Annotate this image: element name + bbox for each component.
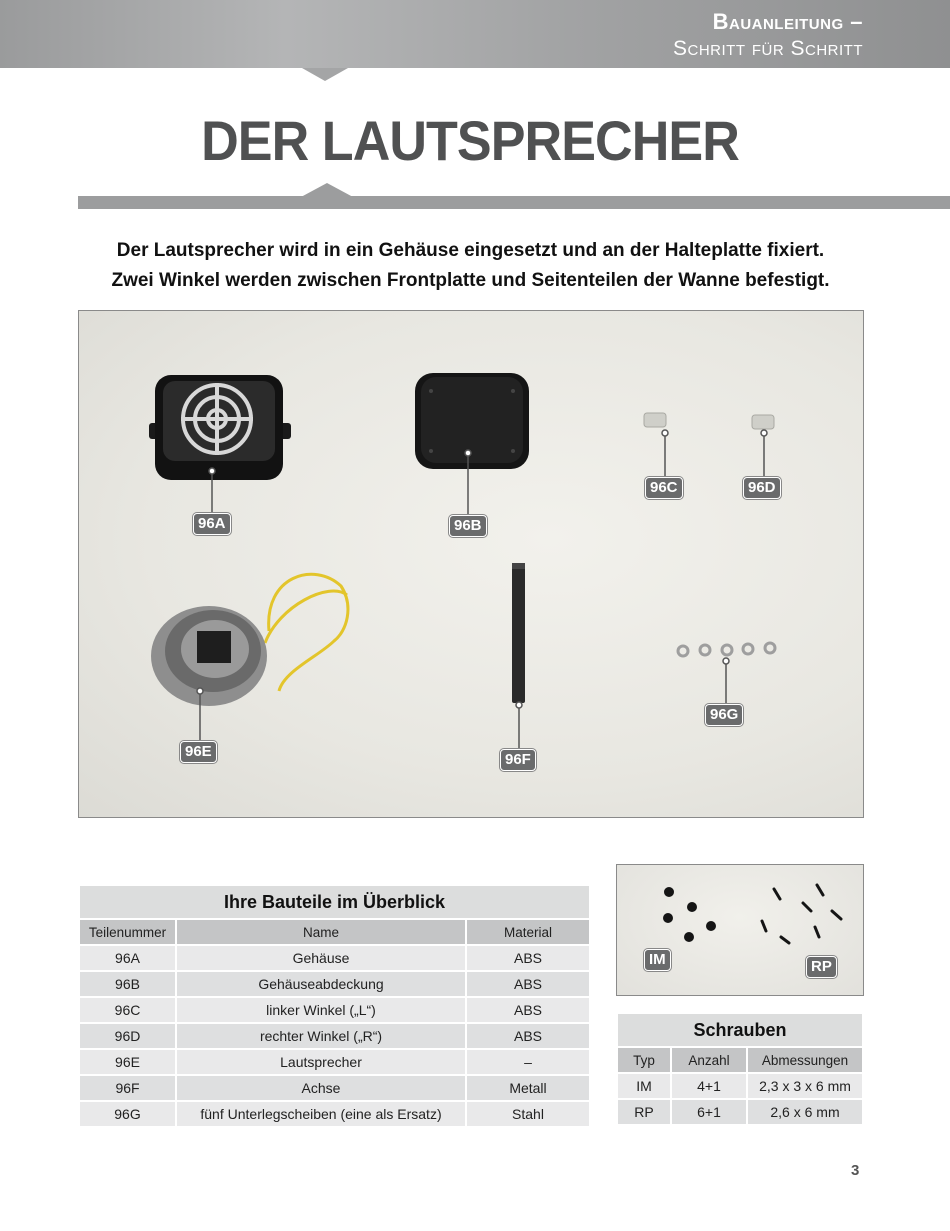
cell-part-material: Stahl — [466, 1101, 590, 1127]
table-row — [79, 1075, 590, 1101]
cell-part-material: ABS — [466, 997, 590, 1023]
table-row — [79, 971, 590, 997]
cell-part-material: ABS — [466, 971, 590, 997]
title-rule — [78, 196, 950, 209]
label-96d: 96D — [743, 477, 781, 499]
cell-part-material: ABS — [466, 1023, 590, 1049]
section-header-line1: Bauanleitung – — [712, 9, 863, 34]
table-row — [79, 997, 590, 1023]
cell-part-name: Lautsprecher — [176, 1049, 466, 1075]
table-row — [79, 1023, 590, 1049]
speaker-96e-illustration — [151, 574, 348, 706]
cell-part-number: 96B — [79, 971, 176, 997]
screws-col-anzahl: Anzahl — [671, 1047, 747, 1073]
screws-photo — [616, 864, 864, 996]
cell-part-material: ABS — [466, 945, 590, 971]
table-row — [79, 1101, 590, 1127]
label-96g: 96G — [705, 704, 743, 726]
im-screws-illustration — [663, 887, 716, 942]
screws-col-abmessungen: Abmessungen — [747, 1047, 863, 1073]
section-header — [673, 8, 863, 62]
rp-screws-illustration — [762, 885, 841, 943]
cell-part-name: fünf Unterlegscheiben (eine als Ersatz) — [176, 1101, 466, 1127]
cell-screw-type: IM — [617, 1073, 671, 1099]
page-title: DER LAUTSPRECHER — [201, 109, 739, 172]
axle-96f-illustration — [512, 563, 525, 703]
cell-screw-count: 4+1 — [671, 1073, 747, 1099]
cell-part-number: 96C — [79, 997, 176, 1023]
screws-col-typ: Typ — [617, 1047, 671, 1073]
title-rule-notch — [301, 183, 353, 197]
cell-part-material: – — [466, 1049, 590, 1075]
screws-table — [616, 1012, 864, 1126]
cell-part-name: Gehäuse — [176, 945, 466, 971]
cell-part-material: Metall — [466, 1075, 590, 1101]
table-row — [79, 1049, 590, 1075]
cell-part-number: 96E — [79, 1049, 176, 1075]
cell-part-name: Achse — [176, 1075, 466, 1101]
cell-screw-size: 2,3 x 3 x 6 mm — [747, 1073, 863, 1099]
cell-part-number: 96G — [79, 1101, 176, 1127]
brackets-illustration — [644, 413, 774, 429]
cell-part-number: 96F — [79, 1075, 176, 1101]
section-header-line2: Schritt für Schritt — [673, 37, 863, 60]
parts-col-name: Name — [176, 919, 466, 945]
label-96e: 96E — [180, 741, 217, 763]
parts-table-title: Ihre Bauteile im Überblick — [79, 885, 590, 919]
page-number: 3 — [851, 1162, 860, 1179]
label-im: IM — [644, 949, 671, 971]
header-band-notch — [302, 68, 348, 81]
cell-screw-count: 6+1 — [671, 1099, 747, 1125]
washers-96g-illustration — [678, 643, 775, 656]
label-96b: 96B — [449, 515, 487, 537]
label-96f: 96F — [500, 749, 536, 771]
parts-col-material: Material — [466, 919, 590, 945]
parts-photo — [78, 310, 864, 818]
intro-text — [78, 236, 863, 296]
intro-line2: Zwei Winkel werden zwischen Frontplatte und Seitenteilen der Wanne befestigt. — [111, 270, 830, 291]
cell-part-number: 96D — [79, 1023, 176, 1049]
screws-table-title: Schrauben — [617, 1013, 863, 1047]
cell-part-name: Gehäuseabdeckung — [176, 971, 466, 997]
cell-part-name: linker Winkel („L“) — [176, 997, 466, 1023]
cell-screw-type: RP — [617, 1099, 671, 1125]
cell-part-number: 96A — [79, 945, 176, 971]
cover-96b-illustration — [415, 373, 529, 469]
cell-screw-size: 2,6 x 6 mm — [747, 1099, 863, 1125]
label-rp: RP — [806, 956, 837, 978]
table-row — [617, 1073, 863, 1099]
table-row — [79, 945, 590, 971]
table-row — [617, 1099, 863, 1125]
parts-col-teilenummer: Teilenummer — [79, 919, 176, 945]
label-96c: 96C — [645, 477, 683, 499]
parts-table — [78, 884, 591, 1128]
cell-part-name: rechter Winkel („R“) — [176, 1023, 466, 1049]
label-96a: 96A — [193, 513, 231, 535]
housing-96a-illustration — [149, 375, 291, 480]
intro-line1: Der Lautsprecher wird in ein Gehäuse eingesetzt und an der Halteplatte fixiert. — [116, 240, 825, 261]
